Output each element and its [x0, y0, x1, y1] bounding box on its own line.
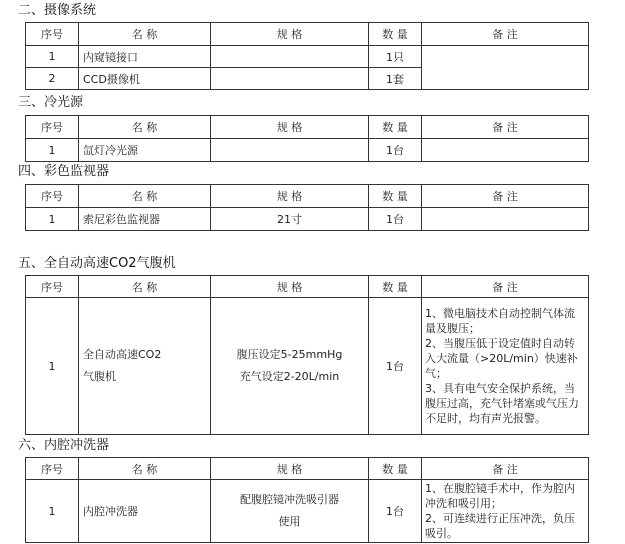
cell-seq: 1: [26, 46, 79, 68]
section-title-camera: 二、摄像系统: [18, 3, 97, 18]
table-row: [26, 480, 589, 543]
cell-note: [422, 208, 589, 231]
cell-name: 内腔冲洗器: [79, 480, 211, 543]
irrigator-table: [25, 457, 589, 543]
monitor-table: [25, 184, 589, 231]
cell-spec-line1: 腹压设定5-25mmHg: [236, 348, 343, 361]
cell-note: 1、微电脑技术自动控制气体流量及腹压； 2、当腹压低于设定值时自动转入大流量（>20L/min）快速补气； 3、具有电气安全保护系统，当腹压过高，充气针堵塞或气压力不足时，均有声光报警。: [422, 298, 589, 435]
header-seq: 序号: [26, 458, 79, 480]
header-seq: 序号: [26, 116, 79, 139]
section-title-cold-light: 三、冷光源: [18, 95, 84, 110]
cell-seq: 1: [26, 139, 79, 162]
header-name: 名 称: [79, 276, 211, 298]
cell-name: CCD摄像机: [79, 68, 211, 90]
header-seq: 序号: [26, 185, 79, 208]
camera-table: [25, 22, 589, 90]
cell-note: [422, 46, 589, 90]
section-title-monitor: 四、彩色监视器: [18, 164, 110, 179]
cell-seq: 1: [26, 298, 79, 435]
cell-qty: 1台: [369, 480, 422, 543]
header-qty: 数 量: [369, 458, 422, 480]
header-name: 名 称: [79, 23, 211, 46]
header-note: 备 注: [422, 185, 589, 208]
header-seq: 序号: [26, 276, 79, 298]
header-spec: 规 格: [211, 23, 369, 46]
cell-note: [422, 139, 589, 162]
header-name: 名 称: [79, 116, 211, 139]
header-qty: 数 量: [369, 185, 422, 208]
cell-spec: [211, 298, 369, 435]
header-qty: 数 量: [369, 116, 422, 139]
cell-name-line1: 全自动高速CO2: [83, 348, 162, 361]
header-qty: 数 量: [369, 276, 422, 298]
cell-name-line2: 气腹机: [83, 370, 116, 383]
cold-light-table: [25, 115, 589, 162]
cell-name: 氙灯冷光源: [79, 139, 211, 162]
section-title-irrigator: 六、内腔冲洗器: [18, 438, 110, 453]
cell-qty: 1台: [369, 139, 422, 162]
table-row: [26, 208, 589, 231]
cell-name: [79, 298, 211, 435]
cell-qty: 1套: [369, 68, 422, 90]
cell-seq: 1: [26, 480, 79, 543]
cell-spec-line1: 配腹腔镜冲洗吸引器: [240, 493, 339, 506]
cell-seq: 1: [26, 208, 79, 231]
cell-spec: [211, 46, 369, 68]
cell-spec: [211, 480, 369, 543]
cell-spec-line2: 使用: [278, 515, 301, 528]
cell-name: 内窥镜接口: [79, 46, 211, 68]
cell-name: 索尼彩色监视器: [79, 208, 211, 231]
header-note: 备 注: [422, 276, 589, 298]
cell-spec: [211, 68, 369, 90]
header-note: 备 注: [422, 458, 589, 480]
cell-spec-line2: 充气设定2-20L/min: [239, 370, 340, 383]
insufflator-table: [25, 275, 589, 435]
cell-qty: 1台: [369, 298, 422, 435]
cell-seq: 2: [26, 68, 79, 90]
table-row: [26, 298, 589, 435]
header-spec: 规 格: [211, 276, 369, 298]
cell-spec: [211, 139, 369, 162]
header-qty: 数 量: [369, 23, 422, 46]
cell-qty: 1只: [369, 46, 422, 68]
cell-note: 1、在腹腔镜手术中，作为腔内冲洗和吸引用； 2、可连续进行正压冲洗，负压吸引。: [422, 480, 589, 543]
header-note: 备 注: [422, 23, 589, 46]
header-spec: 规 格: [211, 185, 369, 208]
header-spec: 规 格: [211, 458, 369, 480]
header-name: 名 称: [79, 458, 211, 480]
cell-qty: 1台: [369, 208, 422, 231]
header-note: 备 注: [422, 116, 589, 139]
table-row: [26, 46, 589, 68]
header-seq: 序号: [26, 23, 79, 46]
cell-spec: 21寸: [211, 208, 369, 231]
table-row: [26, 139, 589, 162]
header-spec: 规 格: [211, 116, 369, 139]
header-name: 名 称: [79, 185, 211, 208]
section-title-insufflator: 五、全自动高速CO2气腹机: [18, 256, 176, 271]
